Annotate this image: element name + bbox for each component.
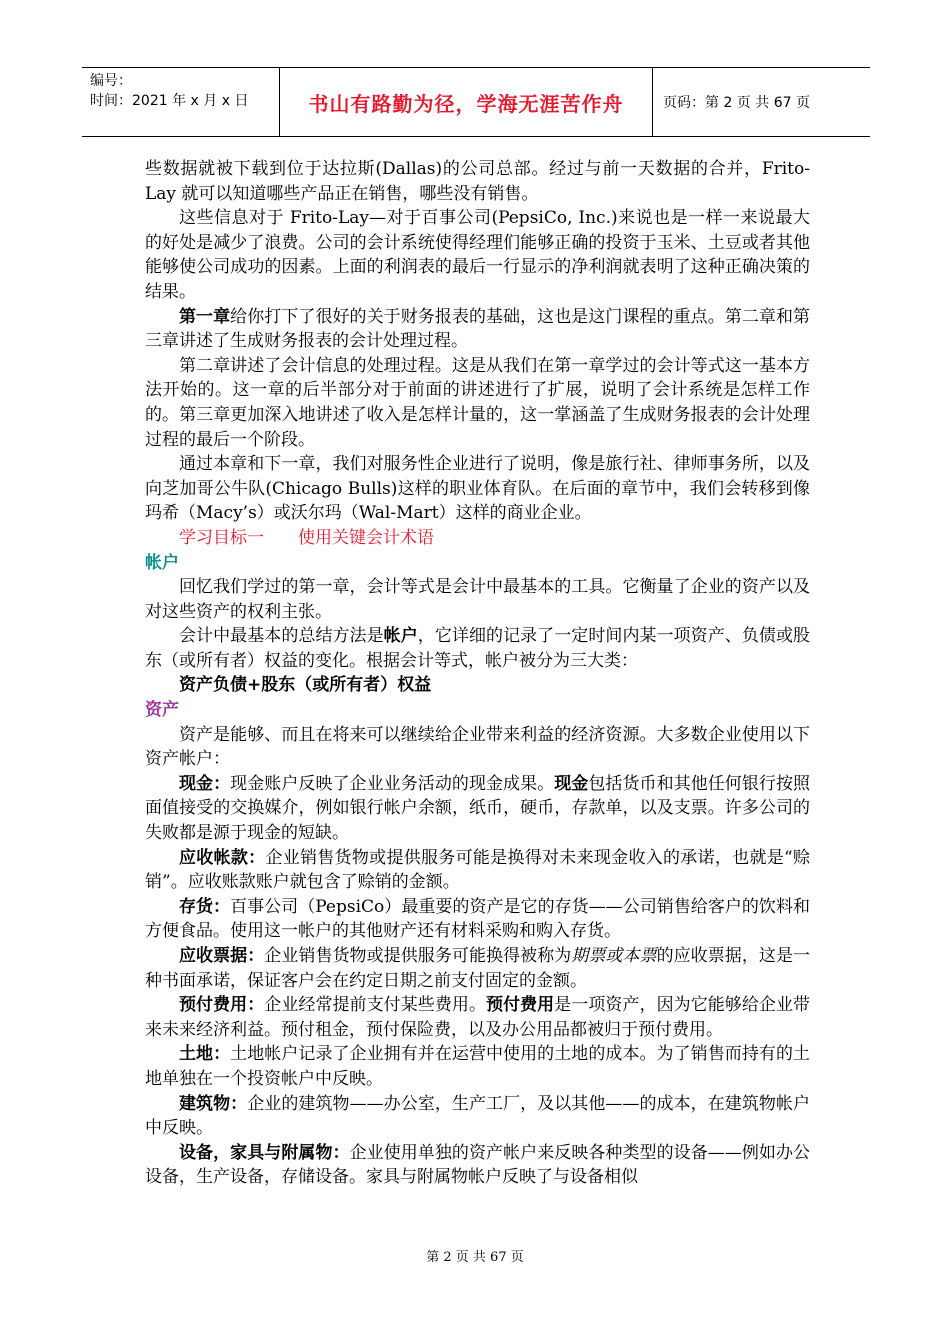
paragraph-text: 企业销售货物或提供服务可能换得被称为 xyxy=(264,946,572,966)
bold-term: 预付费用： xyxy=(179,995,265,1016)
bold-term: 现金： xyxy=(179,773,231,794)
paragraph xyxy=(145,624,810,673)
paragraph-text: 企业的建筑物——办公室，生产工厂，及以其他——的成本，在建筑物帐户中反映。 xyxy=(145,1093,811,1139)
paragraph-text: 企业使用单独的资产帐户来反映各种类型的设备——例如办公设备，生产设备，存储设备。家具与附属物帐户反映了与设备相似 xyxy=(145,1142,811,1188)
bold-term: 存货： xyxy=(179,896,231,917)
paragraph-text: 会计中最基本的总结方法是 xyxy=(179,626,384,647)
italic-term: 期票或本票 xyxy=(571,946,657,966)
bold-term: 第一章 xyxy=(179,306,231,327)
bold-term: 应收票据： xyxy=(179,946,265,966)
bold-term: 预付费用 xyxy=(486,995,555,1016)
objective-text: 使用关键会计术语 xyxy=(298,527,434,548)
header-motto-cell xyxy=(280,68,653,136)
number-label: 编号： xyxy=(90,73,132,89)
paragraph: 些数据就被下载到位于达拉斯(Dallas)的公司总部。经过与前一天数据的合并，Frito-Lay 就可以知道哪些产品正在销售，哪些没有销售。 xyxy=(145,159,810,204)
asset-equipment xyxy=(145,1141,810,1190)
paragraph-text: 企业销售货物或提供服务可能是换得对未来现金收入的承诺，也就是“赊销”。应收账款账户就包含了赊销的金额。 xyxy=(145,847,810,893)
paragraph-text: 企业经常提前支付某些费用。 xyxy=(264,995,487,1016)
asset-receivable xyxy=(145,846,810,895)
paragraph-text: 的应收票据，这是一种书面承诺，保证客户会在约定日期之前支付固定的金额。 xyxy=(145,946,811,991)
paragraph: 这些信息对于 Frito-Lay—对于百事公司(PepsiCo, Inc.)来说也是一样一来说最大的好处是减少了浪费。公司的会计系统使得经理们能够正确的投资于玉米、土豆或者其他能够使公司成功的因素。上面的利润表的最后一行显示的净利润就表明了这种正确决策的结果。 xyxy=(145,208,810,302)
paragraph-text: 百事公司（PepsiCo）最重要的资产是它的存货——公司销售给客户的饮料和方便食品。使用这一帐户的其他财产还有材料采购和购入存货。 xyxy=(145,896,810,942)
paragraph: 通过本章和下一章，我们对服务性企业进行了说明，像是旅行社、律师事务所，以及向芝加哥公牛队(Chicago Bulls)这样的职业体育队。在后面的章节中，我们会转移到像玛希（Macy’s）或沃尔玛（Wal-Mart）这样的商业企业。 xyxy=(145,454,810,524)
bold-term: 设备，家具与附属物： xyxy=(179,1142,350,1163)
page-footer: 第 2 页 共 67 页 xyxy=(426,1250,524,1265)
header-meta-cell xyxy=(82,68,280,136)
bold-term: 土地： xyxy=(179,1044,231,1065)
paragraph-text: 包括货币和其他任何银行按照面值接受的交换媒介，例如银行帐户余额，纸币，硬币，存款单，以及支票。许多公司的失败都是源于现金的短缺。 xyxy=(145,773,811,844)
paragraph xyxy=(145,305,810,354)
learning-objective xyxy=(145,526,810,551)
page-label: 页码：第 2 页 共 67 页 xyxy=(663,95,810,111)
asset-buildings xyxy=(145,1092,810,1141)
page-header xyxy=(82,67,870,137)
paragraph-text: 是一项资产，因为它能够给企业带来未来经济利益。预付租金，预付保险费，以及办公用品都被归于预付费用。 xyxy=(145,995,811,1040)
bold-term: 现金 xyxy=(554,773,589,794)
accounting-equation: 资产负债+股东（或所有者）权益 xyxy=(179,675,432,696)
header-page-cell xyxy=(653,68,870,136)
asset-land xyxy=(145,1042,810,1091)
heading-account: 帐户 xyxy=(145,552,179,573)
asset-inventory xyxy=(145,895,810,944)
asset-cash xyxy=(145,772,810,846)
paragraph: 资产是能够、而且在将来可以继续给企业带来利益的经济资源。大多数企业使用以下资产帐户： xyxy=(145,724,810,770)
date-label: 时间：2021 年 x 月 x 日 xyxy=(90,93,249,109)
paragraph-text: 土地帐户记录了企业拥有并在运营中使用的土地的成本。为了销售而持有的土地单独在一个投资帐户中反映。 xyxy=(145,1044,811,1089)
paragraph-text: 给你打下了很好的关于财务报表的基础，这也是这门课程的重点。第二章和第三章讲述了生成财务报表的会计处理过程。 xyxy=(145,306,811,352)
motto: 书山有路勤为径，学海无涯苦作舟 xyxy=(308,91,624,116)
asset-prepaid xyxy=(145,993,810,1042)
paragraph-text: 现金账户反映了企业业务活动的现金成果。 xyxy=(230,773,555,794)
paragraph: 回忆我们学过的第一章，会计等式是会计中最基本的工具。它衡量了企业的资产以及对这些资产的权利主张。 xyxy=(145,577,810,622)
bold-term: 应收帐款： xyxy=(179,847,266,868)
heading-assets: 资产 xyxy=(145,700,179,721)
objective-label: 学习目标一 xyxy=(179,527,264,548)
paragraph-text: ，它详细的记录了一定时间内某一项资产、负债或股东（或所有者）权益的变化。根据会计等式，帐户被分为三大类： xyxy=(145,626,811,671)
bold-term: 帐户 xyxy=(383,626,418,647)
paragraph: 第二章讲述了会计信息的处理过程。这是从我们在第一章学过的会计等式这一基本方法开始的。这一章的后半部分对于前面的讲述进行了扩展，说明了会计系统是怎样工作的。第三章更加深入地讲述了收入是怎样计量的，这一掌涵盖了生成财务报表的会计处理过程的最后一个阶段。 xyxy=(145,355,810,450)
asset-notes-receivable xyxy=(145,944,810,993)
bold-term: 建筑物： xyxy=(179,1093,248,1114)
document-body xyxy=(145,157,810,1190)
